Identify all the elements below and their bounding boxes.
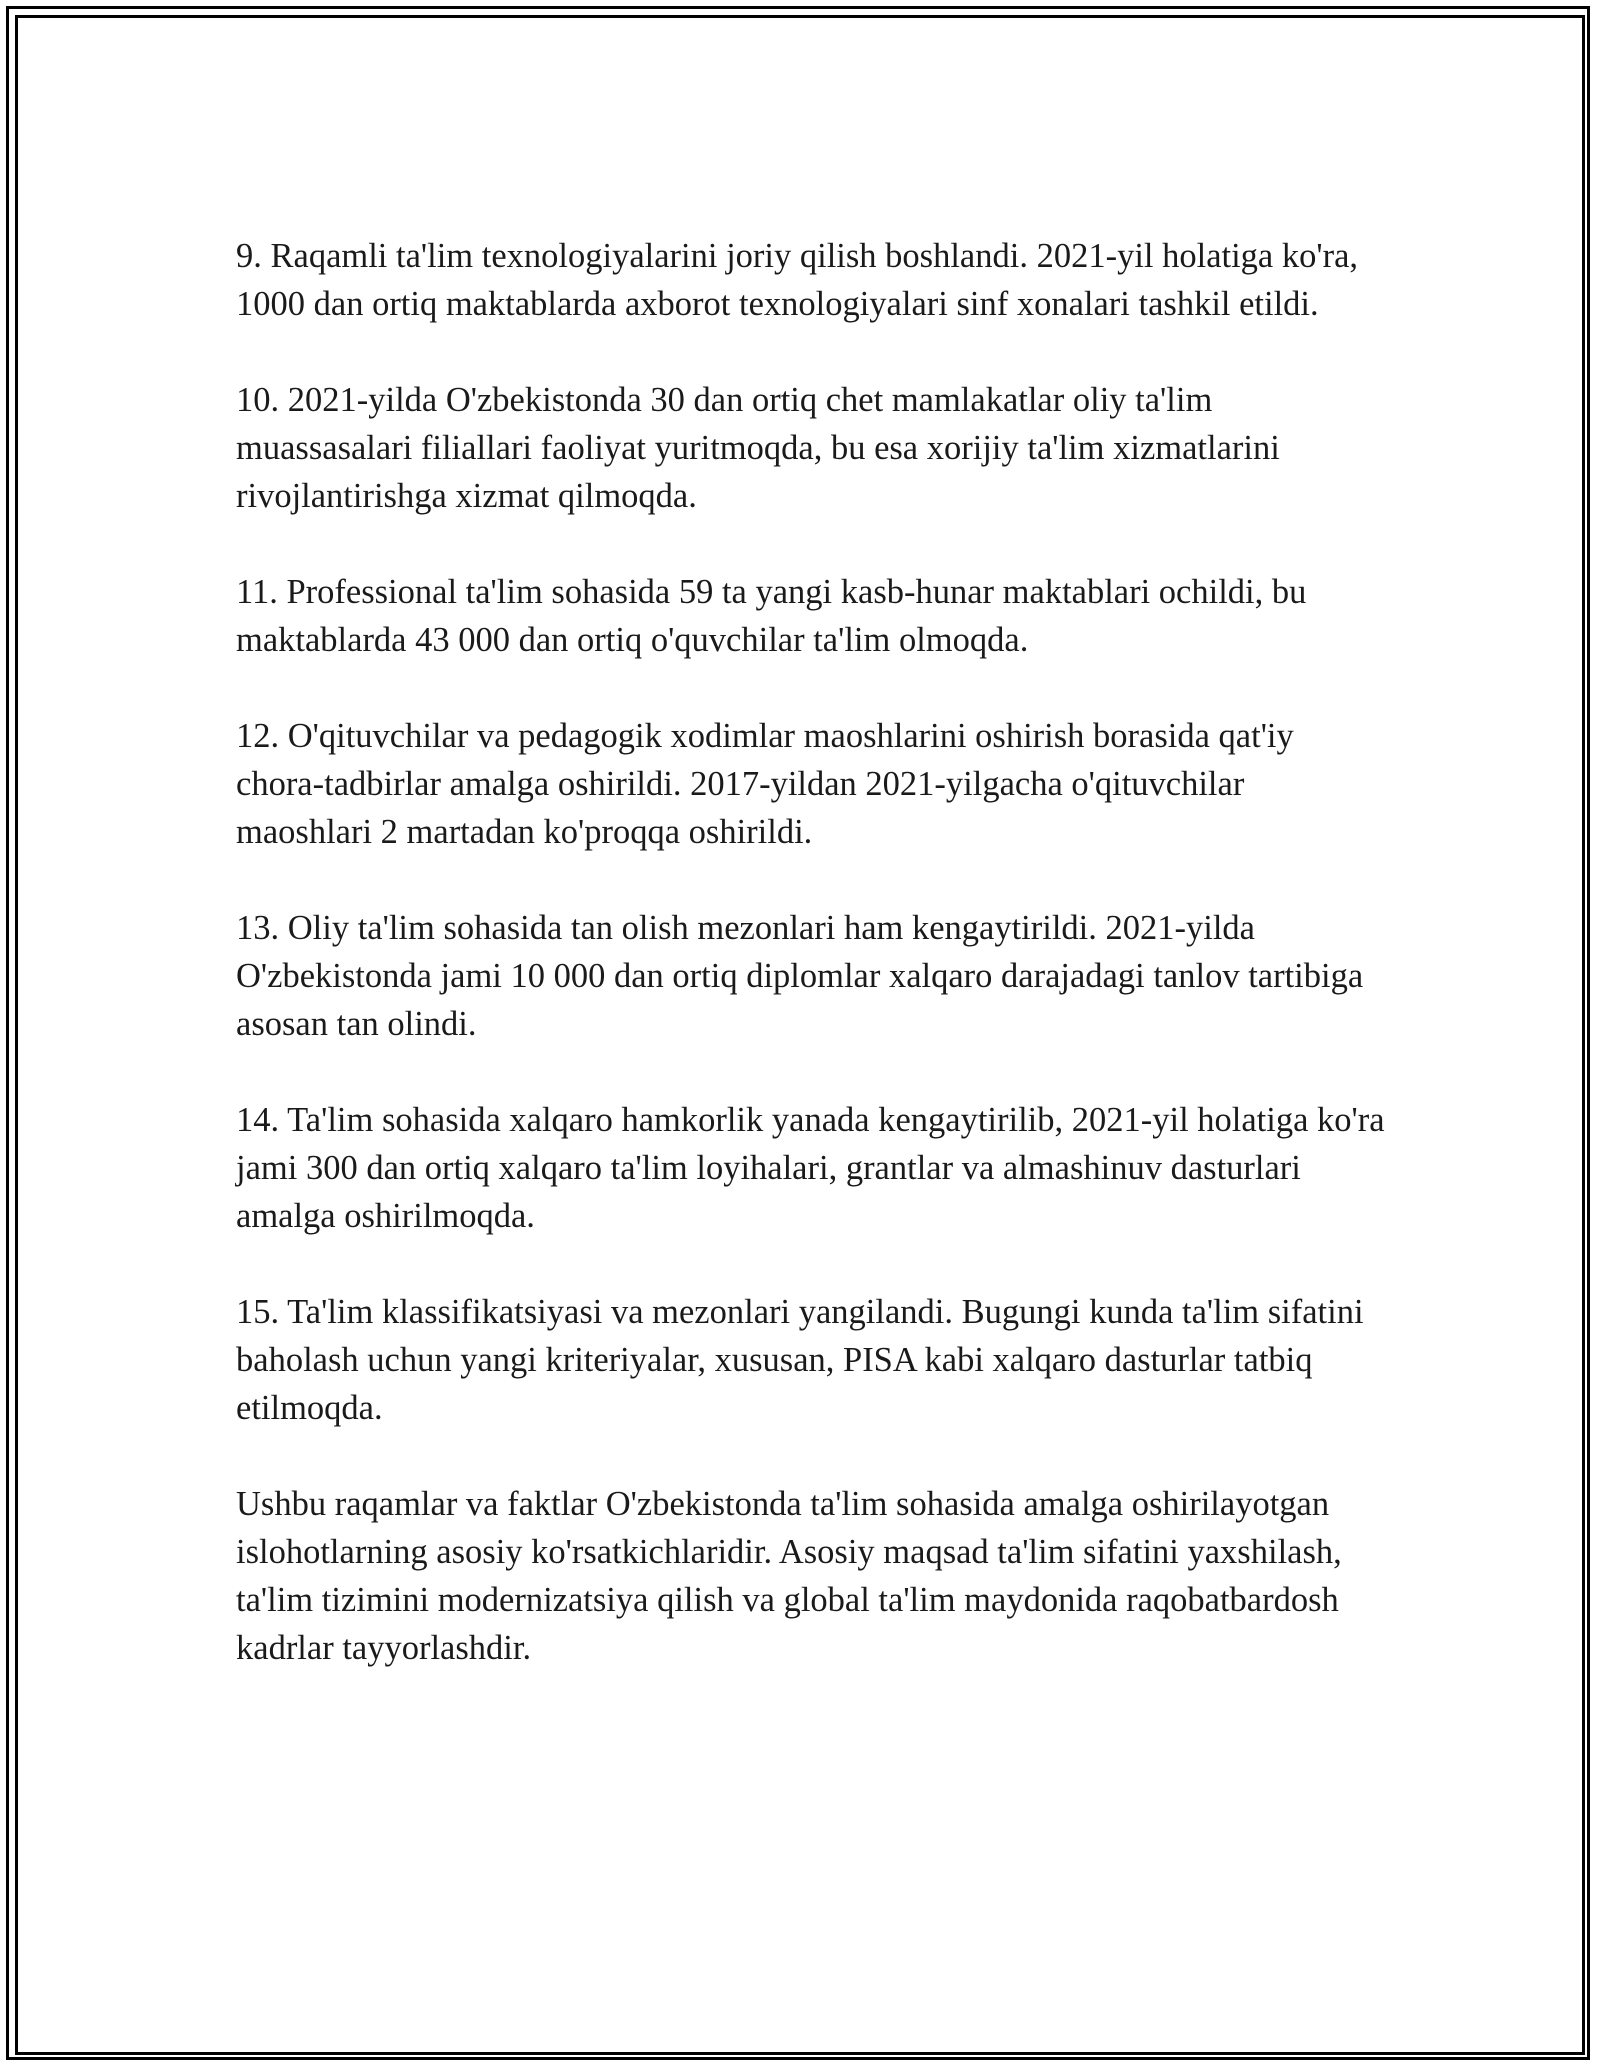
document-body (236, 232, 1386, 1720)
paragraph-item-12: 12. O'qituvchilar va pedagogik xodimlar maoshlarini oshirish borasida qat'iy chora-tadbirlar amalga oshirildi. 2017-yildan 2021-yilgacha o'qituvchilar maoshlari 2 martadan ko'proqqa oshirildi. (236, 717, 1294, 851)
paragraph-item-14: 14. Ta'lim sohasida xalqaro hamkorlik yanada kengaytirilib, 2021-yil holatiga ko'ra jami 300 dan ortiq xalqaro ta'lim loyihalari, grantlar va almashinuv dasturlari amalga oshirilmoqda. (236, 1101, 1385, 1235)
paragraph-item-10: 10. 2021-yilda O'zbekistonda 30 dan ortiq chet mamlakatlar oliy ta'lim muassasalari filiallari faoliyat yuritmoqda, bu esa xorijiy ta'lim xizmatlarini rivojlantirishga xizmat qilmoqda. (236, 381, 1280, 515)
paragraph-item-13: 13. Oliy ta'lim sohasida tan olish mezonlari ham kengaytirildi. 2021-yilda O'zbekistonda jami 10 000 dan ortiq diplomlar xalqaro darajadagi tanlov tartibiga asosan tan olindi. (236, 909, 1364, 1043)
paragraph-item-9: 9. Raqamli ta'lim texnologiyalarini joriy qilish boshlandi. 2021-yil holatiga ko'ra, 1000 dan ortiq maktablarda axborot texnologiyalari sinf xonalari tashkil etildi. (236, 237, 1359, 323)
conclusion-paragraph: Ushbu raqamlar va faktlar O'zbekistonda ta'lim sohasida amalga oshirilayotgan islohotlarning asosiy ko'rsatkichlaridir. Asosiy maqsad ta'lim sifatini yaxshilash, ta'lim tizimini modernizatsiya qilish va global ta'lim maydonida raqobatbardosh kadrlar tayyorlashdir. (236, 1485, 1342, 1667)
paragraph-item-15: 15. Ta'lim klassifikatsiyasi va mezonlari yangilandi. Bugungi kunda ta'lim sifatini baholash uchun yangi kriteriyalar, xususan, PISA kabi xalqaro dasturlar tatbiq etilmoqda. (236, 1293, 1364, 1427)
paragraph-item-11: 11. Professional ta'lim sohasida 59 ta yangi kasb-hunar maktablari ochildi, bu maktablarda 43 000 dan ortiq o'quvchilar ta'lim olmoqda. (236, 573, 1307, 659)
